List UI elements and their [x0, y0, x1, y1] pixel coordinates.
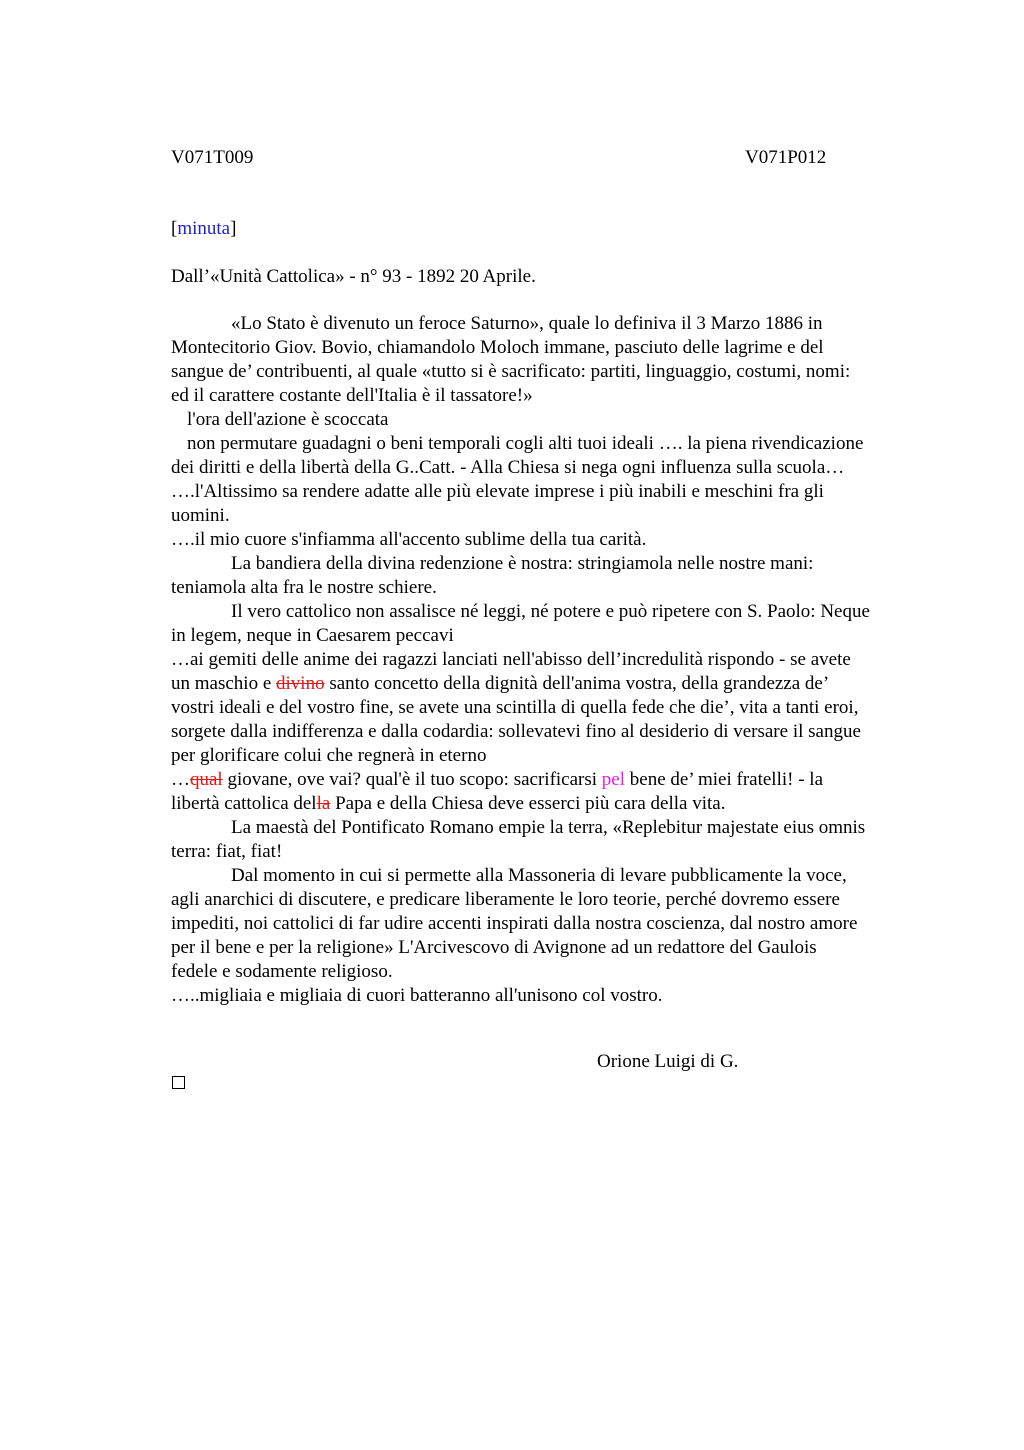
text-line: La maestà del Pontificato Romano empie la terra, «Replebitur majestate eius omnis	[231, 817, 866, 838]
text-line: l'ora dell'azione è scoccata	[187, 409, 389, 430]
text-line: uomini.	[171, 505, 230, 526]
text-line: …ai gemiti delle anime dei ragazzi lanciati nell'abisso dell’incredulità rispondo - se avete	[171, 649, 851, 670]
text-segment: bene de’ miei fratelli! - la	[625, 769, 824, 790]
text-line	[171, 792, 931, 816]
text-line: non permutare guadagni o beni temporali cogli alti tuoi ideali …. la piena rivendicazione	[187, 433, 864, 454]
text-line: impediti, noi cattolici di far udire accenti inspirati dalla nostra coscienza, dal nostro amore	[171, 913, 858, 934]
minuta-link[interactable]: minuta	[177, 218, 231, 239]
minuta-open-bracket: [	[171, 218, 178, 239]
document-code-left: V071T009	[171, 147, 254, 168]
minuta-close-bracket: ]	[230, 218, 237, 239]
signature: Orione Luigi di G.	[597, 1051, 739, 1072]
text-segment: …	[171, 769, 190, 790]
text-line	[171, 672, 931, 696]
document-body	[171, 312, 931, 1008]
source-line: Dall’«Unità Cattolica» - n° 93 - 1892 20 Aprile.	[171, 266, 536, 287]
checkbox-icon[interactable]	[172, 1076, 185, 1089]
deleted-word: la	[316, 793, 331, 814]
text-line: teniamola alta fra le nostre schiere.	[171, 577, 437, 598]
text-line: dei diritti e della libertà della G..Catt. - Alla Chiesa si nega ogni influenza sulla scuola…	[171, 457, 845, 478]
text-line: La bandiera della divina redenzione è nostra: stringiamola nelle nostre mani:	[231, 553, 814, 574]
text-line: per glorificare colui che regnerà in eterno	[171, 745, 487, 766]
text-line: per il bene e per la religione» L'Arcivescovo di Avignone ad un redattore del Gaulois	[171, 937, 817, 958]
text-line: in legem, neque in Caesarem peccavi	[171, 625, 454, 646]
text-line: fedele e sodamente religioso.	[171, 961, 393, 982]
text-line: ed il carattere costante dell'Italia è il tassatore!»	[171, 385, 533, 406]
minuta-label	[171, 217, 236, 241]
text-segment: libertà cattolica del	[171, 793, 317, 814]
text-segment: giovane, ove vai? qual'è il tuo scopo: sacrificarsi	[222, 769, 602, 790]
text-line: sorgete dalla indifferenza e dalla codardia: sollevatevi fino al desiderio di versare il sangue	[171, 721, 861, 742]
text-segment: santo concetto della dignità dell'anima vostra, della grandezza de’	[324, 673, 830, 694]
text-line: ….il mio cuore s'infiamma all'accento sublime della tua carità.	[171, 529, 647, 550]
text-line: vostri ideali e del vostro fine, se avete una scintilla di quella fede che die’, vita a tanti eroi,	[171, 697, 859, 718]
text-line	[171, 768, 931, 792]
text-line: Il vero cattolico non assalisce né leggi, né potere e può ripetere con S. Paolo: Neque	[231, 601, 870, 622]
text-line: Dal momento in cui si permette alla Massoneria di levare pubblicamente la voce,	[231, 865, 847, 886]
text-line: ….l'Altissimo sa rendere adatte alle più elevate imprese i più inabili e meschini fra gli	[171, 481, 824, 502]
deleted-word: qual	[190, 769, 223, 790]
text-line: sangue de’ contribuenti, al quale «tutto si è sacrificato: partiti, linguaggio, costumi, nomi:	[171, 361, 851, 382]
text-segment: Papa e della Chiesa deve esserci più cara della vita.	[330, 793, 726, 814]
deleted-word: divino	[276, 673, 325, 694]
document-code-right: V071P012	[745, 147, 827, 168]
text-line: agli anarchici di discutere, e predicare liberamente le loro teorie, perché dovremo essere	[171, 889, 840, 910]
text-line: Montecitorio Giov. Bovio, chiamandolo Moloch immane, pasciuto delle lagrime e del	[171, 337, 824, 358]
text-line: «Lo Stato è divenuto un feroce Saturno», quale lo definiva il 3 Marzo 1886 in	[231, 313, 823, 334]
text-line: terra: fiat, fiat!	[171, 841, 283, 862]
text-line: …..migliaia e migliaia di cuori batteranno all'unisono col vostro.	[171, 985, 663, 1006]
text-segment: un maschio e	[171, 673, 277, 694]
added-word: pel	[601, 769, 626, 790]
